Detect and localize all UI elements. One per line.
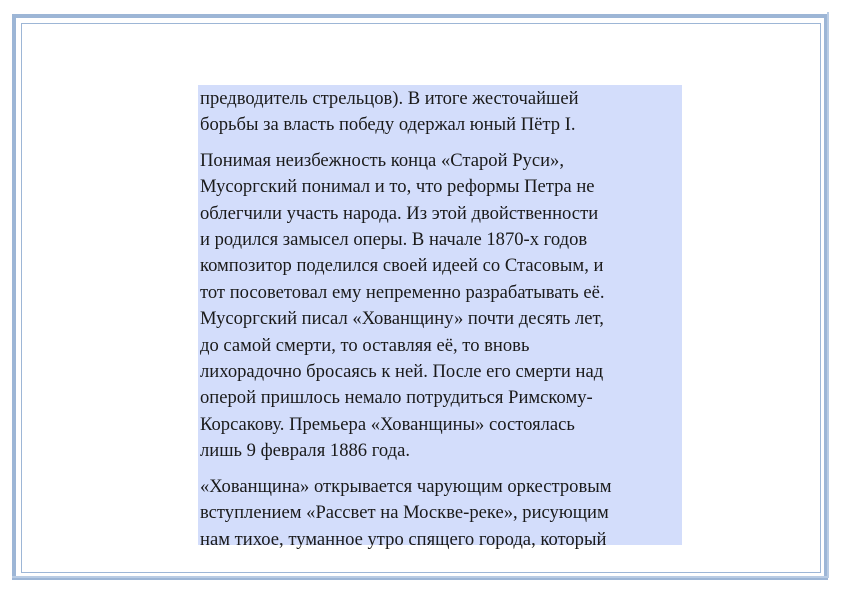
slide-frame-shadow-right (827, 12, 829, 578)
text-line: до самой смерти, то оставляя её, то вновь (200, 334, 530, 356)
text-line: предводитель стрельцов). В итоге жесточайшей (200, 88, 579, 109)
text-line: лихорадочно бросаясь к ней. После его смерти над (200, 361, 604, 383)
text-line: нам тихое, туманное утро спящего города, который (200, 528, 607, 550)
text-line: Мусоргский понимал и то, что реформы Петра не (200, 176, 595, 198)
paragraph-3 (200, 474, 680, 553)
text-line: вступлением «Рассвет на Москве-реке», рисующим (200, 502, 609, 524)
text-line: оперой пришлось немало потрудиться Римскому- (200, 387, 593, 409)
paragraph-2 (200, 148, 680, 465)
text-line: «Хованщина» открывается чарующим оркестровым (200, 475, 612, 497)
paragraph-1 (200, 86, 680, 139)
text-line: борьбы за власть победу одержал юный Пётр I. (200, 114, 576, 136)
text-line: тот посоветовал ему непременно разрабатывать её. (200, 281, 605, 303)
text-line: Мусоргский писал «Хованщину» почти десять лет, (200, 308, 604, 330)
slide-frame-shadow-bottom (12, 576, 829, 578)
text-line: облегчили участь народа. Из этой двойственности (200, 202, 599, 224)
text-line: и родился замысел оперы. В начале 1870-х годов (200, 229, 588, 251)
text-line: Понимая неизбежность конца «Старой Руси», (200, 149, 564, 171)
text-line: лишь 9 февраля 1886 года. (200, 440, 411, 462)
text-line: Корсакову. Премьера «Хованщины» состоялась (200, 413, 575, 435)
text-box (198, 85, 682, 550)
text-line: композитор поделился своей идеей со Стасовым, и (200, 255, 604, 277)
